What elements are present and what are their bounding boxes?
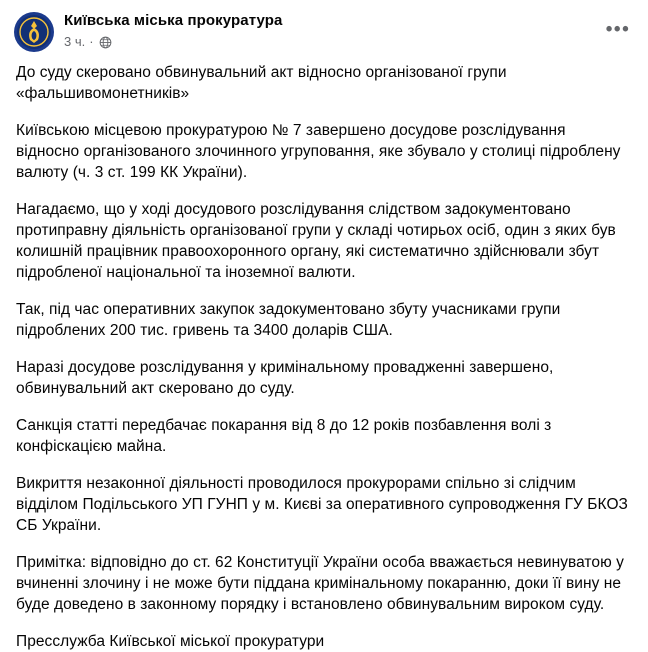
post-paragraph: Наразі досудове розслідування у кримінальному провадженні завершено, обвинувальний акт скеровано до суду. <box>16 359 554 397</box>
meta-separator: · <box>89 34 94 49</box>
post-paragraph: Примітка: відповідно до ст. 62 Конституції України особа вважається невинуватою у вчиненні злочину і не може бути піддана кримінальному покаранню, доки її вину не буде доведено в законному порядку і встановлено обвинувальним вироком суду. <box>16 554 624 613</box>
post-paragraph: Київською місцевою прокуратурою № 7 завершено досудове розслідування відносно організованого злочинного угруповання, яке збувало у столиці підроблену валюту (ч. 3 ст. 199 КК України). <box>16 122 621 181</box>
globe-icon[interactable] <box>99 36 112 49</box>
post-body <box>0 62 648 652</box>
avatar[interactable] <box>14 12 54 52</box>
page-name[interactable]: Київська міська прокуратура <box>64 12 283 29</box>
post-paragraph: Нагадаємо, що у ході досудового розслідування слідством задокументовано протиправну діяльність організованої групи у складі чотирьох осіб, один з яких був колишній працівник правоохоронного органу, які систематично здійснювали збут підробленої національної та іноземної валюти. <box>16 201 616 281</box>
post-paragraph: Пресслужба Київської міської прокуратури <box>16 633 325 650</box>
post-more-options-button[interactable]: ••• <box>605 19 631 40</box>
prosecutor-emblem-icon <box>16 14 52 50</box>
post-paragraph: Санкція статті передбачає покарання від 8 до 12 років позбавлення волі з конфіскацією майна. <box>16 417 552 455</box>
post-timestamp[interactable]: 3 ч. <box>64 34 86 49</box>
post-paragraph: До суду скеровано обвинувальний акт відносно організованої групи «фальшивомонетників» <box>16 64 507 102</box>
post-header-text <box>64 10 282 50</box>
post-header <box>0 0 648 58</box>
post-paragraph: Так, під час оперативних закупок задокументовано збуту учасниками групи підроблених 200 тис. гривень та 3400 доларів США. <box>16 301 561 339</box>
post-paragraph: Викриття незаконної діяльності проводилося прокурорами спільно зі слідчим відділом Подільського УП ГУНП у м. Києві за оперативного супроводження ГУ БКОЗ СБ України. <box>16 475 628 534</box>
post-meta <box>64 34 282 50</box>
